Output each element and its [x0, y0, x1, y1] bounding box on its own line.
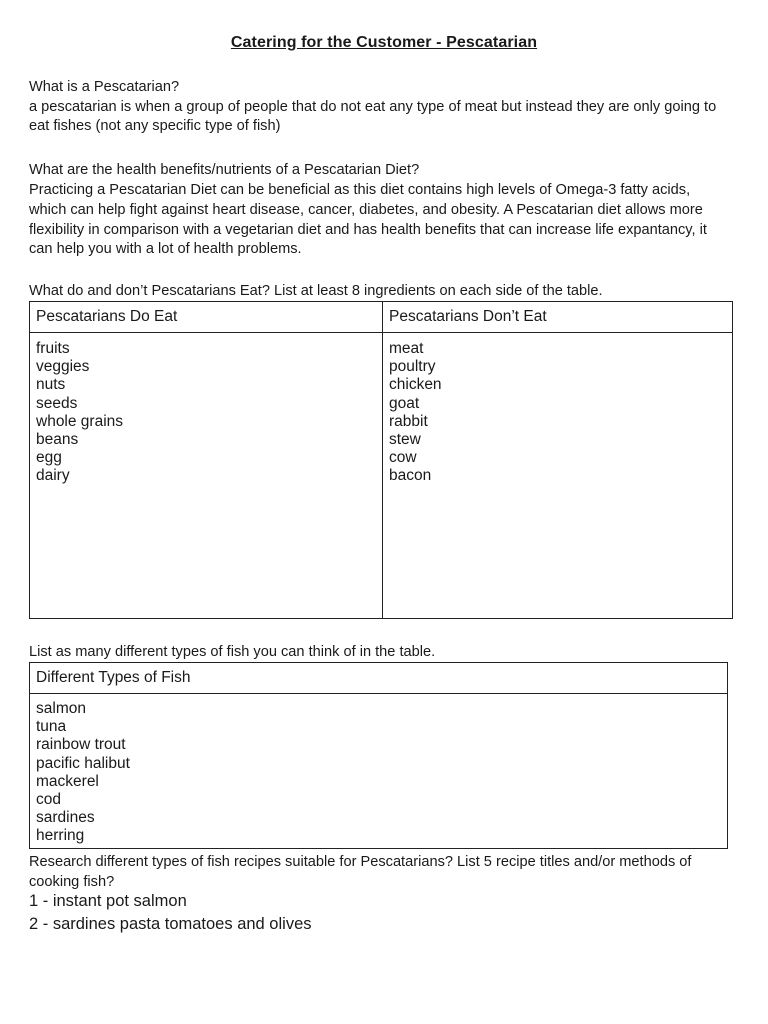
question-do-dont-eat: What do and don’t Pescatarians Eat? List at least 8 ingredients on each side of the table. [29, 283, 603, 299]
answer-health-line-2: which can help fight against heart disease, cancer, diabetes, and obesity. A Pescatarian diet allows more [29, 202, 703, 218]
list-item: veggies [36, 358, 90, 376]
list-item: rabbit [389, 412, 428, 430]
question-recipes-line-1: Research different types of fish recipes suitable for Pescatarians? List 5 recipe titles and/or methods of [29, 854, 692, 870]
question-fish-types: List as many different types of fish you can think of in the table. [29, 644, 436, 660]
question-what-is: What is a Pescatarian? [29, 79, 180, 95]
list-item: dairy [36, 467, 70, 485]
list-item: cod [36, 791, 61, 809]
list-item: salmon [36, 700, 86, 717]
answer-what-is-line-1: a pescatarian is when a group of people that do not eat any type of meat but instead they are only going to [29, 99, 717, 115]
list-item: rainbow trout [36, 736, 126, 754]
recipe-item: 1 - instant pot salmon [29, 892, 187, 910]
fish-list [30, 694, 728, 849]
list-item: sardines [36, 809, 95, 827]
dont-eat-header: Pescatarians Don’t Eat [383, 302, 733, 333]
list-item: nuts [36, 376, 66, 394]
list-item: whole grains [36, 412, 124, 430]
list-item: cow [389, 449, 417, 467]
list-item: beans [36, 431, 79, 449]
dont-eat-list [383, 333, 733, 619]
answer-health-line-4: can help you with a lot of health problems. [29, 241, 302, 257]
list-item: herring [36, 827, 85, 845]
do-eat-header: Pescatarians Do Eat [30, 302, 383, 333]
question-recipes-line-2: cooking fish? [29, 874, 115, 890]
list-item: chicken [389, 376, 442, 394]
list-item: bacon [389, 467, 432, 485]
fish-table [29, 662, 728, 849]
question-health-benefits: What are the health benefits/nutrients of a Pescatarian Diet? [29, 162, 420, 178]
list-item: tuna [36, 718, 67, 736]
list-item: pacific halibut [36, 754, 130, 772]
do-eat-list [30, 333, 383, 619]
list-item: goat [389, 394, 420, 412]
list-item: stew [389, 431, 421, 449]
eat-table [29, 301, 733, 619]
answer-health-line-1: Practicing a Pescatarian Diet can be beneficial as this diet contains high levels of Omega-3 fatty acids, [29, 182, 691, 198]
list-item: fruits [36, 340, 70, 357]
page-title: Catering for the Customer - Pescatarian [230, 34, 538, 51]
list-item: mackerel [36, 772, 99, 790]
list-item: poultry [389, 358, 436, 376]
list-item: meat [389, 340, 424, 357]
list-item: egg [36, 449, 62, 467]
answer-what-is-line-2: eat fishes (not any specific type of fish) [29, 118, 281, 134]
recipe-item: 2 - sardines pasta tomatoes and olives [29, 915, 312, 933]
list-item: seeds [36, 394, 78, 412]
fish-table-header: Different Types of Fish [30, 663, 728, 694]
answer-health-line-3: flexibility in comparison with a vegetarian diet and has health benefits that can increase life expantancy, it [29, 222, 707, 238]
